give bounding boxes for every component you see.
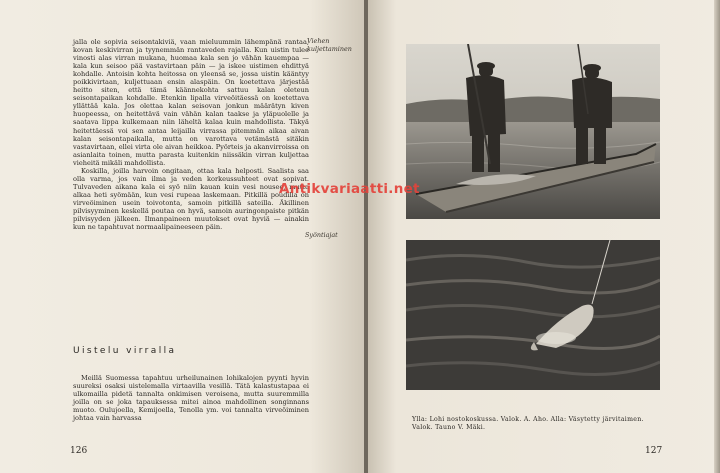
paragraph: jalla ole sopivia seisontakiviä, vaan mieluummin lähempänä rantaa, kovan keskivirran ja tyynemmän rantaveden rajalla. Kun uistin tulee vinosti alas virran mukana, huomaa kala sen jo vähän kauempaa — kala kun seisoo pää vastavirtaan päin — ja iskee uistimen ehdittyä kohdalle. Antoisin kohta heitossa on yleensä se, jossa uistin kääntyy poikkivirtaan, kuljettuaan ensin alaspäin. On koetettava järjestää heitto siten, että tämä käännekohta sattuu kalan oleteun seisontapaikan kohdalle. Etenkin lipalla virveöitäessä on koetettava yllättää kala. Jos olettaa kalan seisovan jonkun määrätyn kiven huopeessa, on heitettävä vain vähän kalan taakse ja yläpuolelle ja saatava lippa kulkemaan niin läheltä kalaa kuin mahdollista. Täkyä heitettäessä voi sen antaa leijailla virrassa pitemmän aikaa aivan kalan seisontapaikalla, mutta on varottava vetämästä sitäkin vastavirtaan, ellei virta ole aivan heikkoa. Pyörteis ja akanvirroissa on asianlaita toinen, mutta parasta kuitenkin niissäkin virran kuljettaa vieheitä mikäli mahdollista. [73, 38, 309, 167]
photo-caption: Ylla: Lohi nostokoskussa. Valok. A. Aho. Alla: Väsytetty järvitaimen. Valok. Tauno V. Mäki. [412, 416, 644, 431]
page-number-left: 126 [70, 446, 88, 456]
paragraph: Koskilla, joilla harvoin ongitaan, ottaa kala helposti. Saalista saa olla varma, jos vain ilma ja veden korkeussuhteet ovat sopivat. Tulvaveden aikana kala ei syö niin kauan kuin vesi nousee, mutta alkaa heti syömään, kun vesi rupeaa laskemaan. Pitkillä poudilla on virveöiminen usein toivotonta, samoin pitkillä sateilla. Äkillinen pilvisyyminen keskellä poutaa on hyvä, samoin auringonpaiste pitkän pilvisyyden jälkeen. Ilmanpaineen muutokset ovat hyviä — ainakin kun ne tapahtuvat normaalipaineeseen päin. [73, 166, 309, 232]
page-edge [714, 0, 720, 473]
margin-note-viehen: Viehen kuljettaminen [307, 37, 352, 53]
watermark-text: Antikvariaatti.net [279, 181, 420, 197]
page-number-right: 127 [645, 446, 663, 456]
paragraph: Meillä Suomessa tapahtuu urheilunainen lohikalojen pyynti hyvin suureksi osaksi uistelemalla virtaavilla vesillä. Tätä kalastustapaa ei ulkomailla pidetä tannalta onkimisen veroisena, mutta suuremmilla joilla on se joka tapauksessa mitei ainoa mahdollinen songinnans muoto. Oulujoella, Kemijoella, Tenolla ym. voi tannalta virveöiminen johtaa vain harvassa [73, 374, 309, 423]
photo-tired-trout [406, 240, 660, 390]
margin-note-syontiajat: Syöntiajat [305, 231, 338, 239]
section-heading: Uistelu virralla [73, 346, 177, 356]
photo-fishermen-boat [406, 44, 660, 219]
body-text-top [73, 38, 309, 231]
body-text-bottom [73, 374, 309, 422]
